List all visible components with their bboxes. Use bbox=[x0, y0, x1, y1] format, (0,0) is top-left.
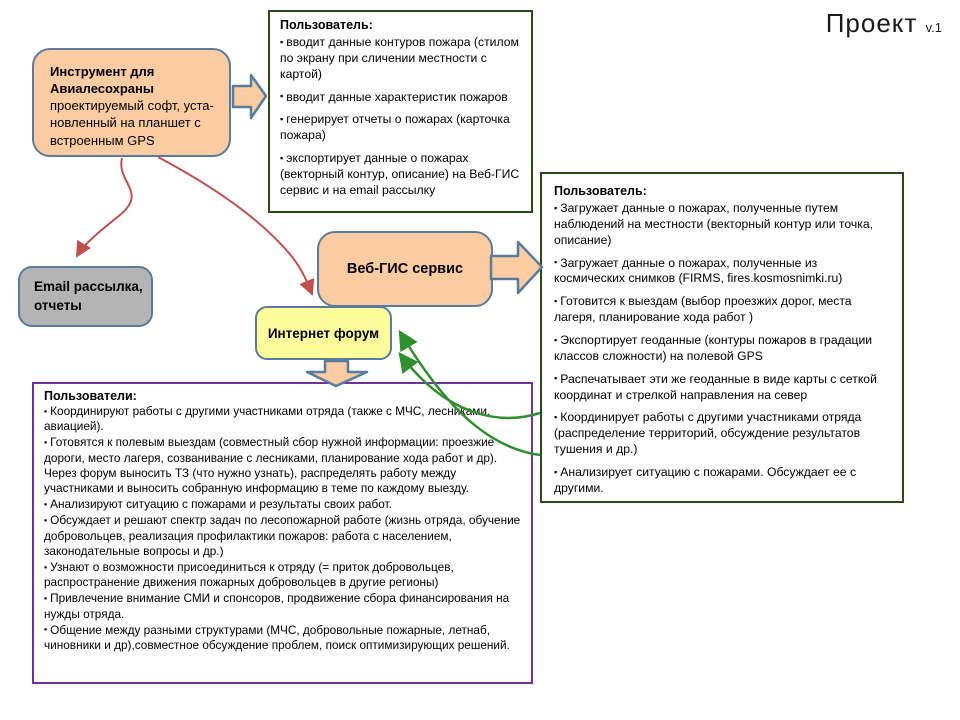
bullet-item: ▪ Привлечение внимание СМИ и спонсоров, продвижение сбора финансирования на нужды отряда. bbox=[44, 591, 521, 621]
block-arrow-webgis-to-user-icon bbox=[491, 242, 542, 293]
tool-box-body: проектируемый софт, уста-новленный на планшет с встроенным GPS bbox=[50, 98, 214, 148]
forum-users-header: Пользователи: bbox=[44, 389, 137, 403]
bullet-item: ▪ Анализирует ситуацию с пожарами. Обсуждает ее с другими. bbox=[554, 465, 890, 497]
user-tablet-list bbox=[280, 35, 521, 199]
bullet-item: ▪ Общение между разными структурами (МЧС, добровольные пожарные, летнаб, чиновники и др),совместное обсуждение проблем, поиск оптимизирующих решений. bbox=[44, 623, 521, 653]
bullet-item: ▪ Координируют работы с другими участниками отряда (также с МЧС, лесниками, авиацией). bbox=[44, 404, 521, 434]
user-webgis-box bbox=[540, 172, 904, 503]
tool-box bbox=[32, 48, 231, 157]
forum-users-list bbox=[44, 404, 521, 653]
page-title bbox=[826, 8, 942, 39]
bullet-item: ▪ Анализируют ситуацию с пожарами и результаты своих работ. bbox=[44, 497, 521, 512]
bullet-item: ▪ Узнают о возможности присоединиться к отряду (= приток добровольцев, распространение движения пожарных добровольцев в другие регионы) bbox=[44, 560, 521, 590]
webgis-service-label: Веб-ГИС сервис bbox=[346, 261, 464, 277]
bullet-item: ▪ вводит данные характеристик пожаров bbox=[280, 90, 521, 106]
bullet-item: ▪ Обсуждает и решают спектр задач по лесопожарной работе (жизнь отряда, обучение добровольцев, реализация профилактики пожаров: работа с населением, законодательные вопросы и др.) bbox=[44, 513, 521, 559]
project-version: v.1 bbox=[925, 20, 942, 35]
user-tablet-header: Пользователь: bbox=[280, 18, 373, 32]
user-webgis-list bbox=[554, 201, 890, 497]
block-arrow-tool-to-user-icon bbox=[233, 75, 266, 118]
bullet-item: ▪ Загружает данные о пожарах, полученные путем наблюдений на местности (векторный контур или точка, описание) bbox=[554, 201, 890, 249]
bullet-item: ▪ Загружает данные о пожарах, полученные из космических снимков (FIRMS, fires.kosmosnimki.ru) bbox=[554, 256, 890, 288]
user-webgis-header: Пользователь: bbox=[554, 184, 647, 198]
user-tablet-box bbox=[268, 10, 533, 213]
bullet-item: ▪ Готовится к выездам (выбор проезжих дорог, места лагеря, планирование хода работ ) bbox=[554, 294, 890, 326]
project-title-text: Проект bbox=[825, 8, 918, 38]
bullet-item: ▪ вводит данные контуров пожара (стилом по экрану при сличении местности с картой) bbox=[280, 35, 521, 83]
forum-users-box bbox=[32, 382, 533, 684]
red-arrow-tool-to-email-icon bbox=[77, 158, 132, 256]
tool-box-header: Инструмент для Авиалесохраны bbox=[50, 64, 155, 97]
bullet-item: ▪ Экспортирует геоданные (контуры пожаров в градации классов сложности) на полевой GPS bbox=[554, 333, 890, 365]
internet-forum-label: Интернет форум bbox=[267, 325, 380, 341]
bullet-item: ▪ Координирует работы с другими участниками отряда (распределение территорий, обсуждение результатов тушения и др.) bbox=[554, 410, 890, 458]
bullet-item: ▪ Готовятся к полевым выездам (совместный сбор нужной информации: проезжие дороги, место лагеря, созванивание с лесниками, планирование хода работ и др). Через форум выносить ТЗ (что нужно узнать), распределять работу между участниками и выносить собранную информацию в теме по каждому выезду. bbox=[44, 435, 521, 496]
email-box bbox=[18, 266, 153, 327]
email-box-label: Email рассылка, отчеты bbox=[34, 279, 143, 313]
bullet-item: ▪ генерирует отчеты о пожарах (карточка пожара) bbox=[280, 112, 521, 144]
internet-forum-box bbox=[255, 306, 392, 360]
bullet-item: ▪ экспортирует данные о пожарах (векторный контур, описание) на Веб-ГИС сервис и на email рассылку bbox=[280, 151, 521, 199]
bullet-item: ▪ Распечатывает эти же геоданные в виде карты с сеткой координат и стрелкой направления на север bbox=[554, 372, 890, 404]
webgis-service-box bbox=[317, 231, 493, 307]
